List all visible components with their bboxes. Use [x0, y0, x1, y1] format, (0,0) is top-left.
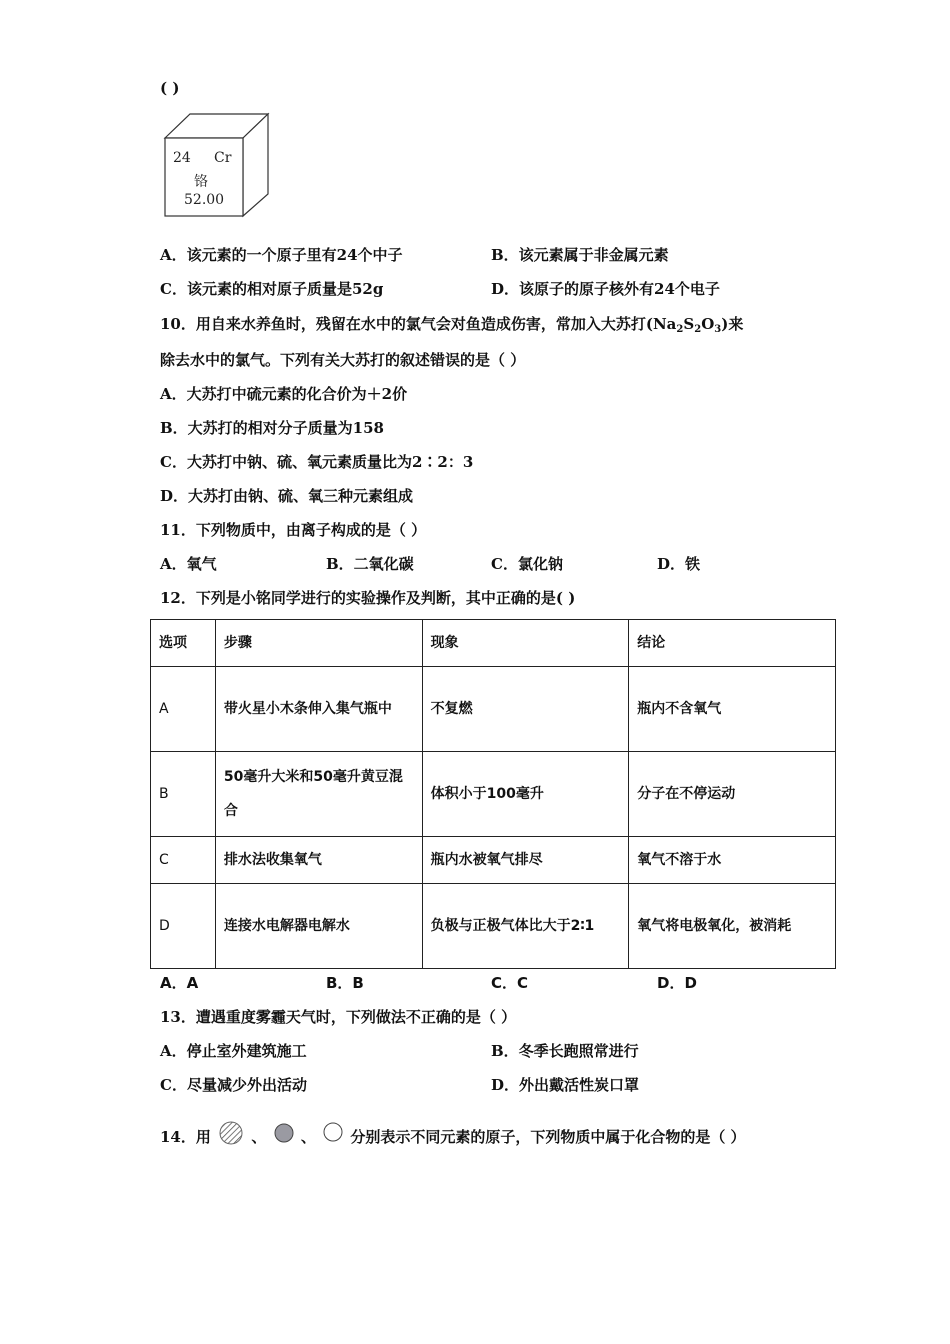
element-symbol: Cr: [214, 150, 232, 166]
element-atomic-number: 24: [173, 150, 191, 166]
header-conclusion: 结论: [629, 620, 836, 667]
q10-option-b: B．大苏打的相对分子质量为158: [160, 419, 384, 437]
q9-option-b: B．该元素属于非金属元素: [491, 246, 669, 264]
row-step: 连接水电解器电解水: [215, 884, 422, 969]
q13-stem: 13．遭遇重度雾霾天气时，下列做法不正确的是（ ）: [160, 1008, 517, 1026]
q12-stem: 12．下列是小铭同学进行的实验操作及判断，其中正确的是( ): [160, 589, 576, 607]
q9-option-c: C．该元素的相对原子质量是52g: [160, 280, 384, 298]
q12-experiment-table: [150, 619, 836, 969]
q10-option-c: C．大苏打中钠、硫、氧元素质量比为2∶2：3: [160, 453, 474, 471]
q12-option-c: C．C: [491, 974, 529, 992]
white-atom-icon: [321, 1122, 345, 1146]
header-phenomenon: 现象: [422, 620, 629, 667]
q11-option-b: B．二氧化碳: [326, 555, 414, 573]
q13-option-d: D．外出戴活性炭口罩: [491, 1076, 640, 1094]
q13-option-b: B．冬季长跑照常进行: [491, 1042, 639, 1060]
q14-prefix: 14．用: [160, 1128, 211, 1146]
element-name: 铬: [194, 174, 208, 190]
row-conclusion: 分子在不停运动: [629, 752, 836, 837]
q10-option-d: D．大苏打由钠、硫、氧三种元素组成: [160, 487, 414, 505]
row-step: 排水法收集氧气: [215, 837, 422, 884]
q13-option-c: C．尽量减少外出活动: [160, 1076, 307, 1094]
q10-stem-line1: 10．用自来水养鱼时，残留在水中的氯气会对鱼造成伤害，常加入大苏打$(Na_2S_2O_3)$来: [160, 315, 744, 335]
q14-separator: 、: [251, 1128, 267, 1146]
header-step: 步骤: [215, 620, 422, 667]
row-phenomenon: 体积小于100毫升: [422, 752, 629, 837]
q12-option-b: B．B: [326, 974, 364, 992]
element-card: [160, 112, 272, 218]
gray-atom-icon: [272, 1122, 296, 1146]
q11-option-a: A．氧气: [160, 555, 217, 573]
row-conclusion: 瓶内不含氧气: [629, 667, 836, 752]
q11-option-c: C．氯化钠: [491, 555, 563, 573]
table-row: [151, 884, 836, 969]
q14-suffix: 分别表示不同元素的原子，下列物质中属于化合物的是（ ）: [350, 1128, 746, 1146]
q12-option-a: A．A: [160, 974, 199, 992]
q9-option-a: A．该元素的一个原子里有24个中子: [160, 246, 403, 264]
q10-stem-line2: 除去水中的氯气。下列有关大苏打的叙述错误的是（ ）: [160, 351, 526, 369]
row-step: 带火星小木条伸入集气瓶中: [215, 667, 422, 752]
q14-separator: 、: [300, 1128, 316, 1146]
row-step: 50毫升大米和50毫升黄豆混合: [215, 752, 422, 837]
row-phenomenon: 瓶内水被氧气排尽: [422, 837, 629, 884]
row-option: D: [151, 884, 216, 969]
table-row: [151, 837, 836, 884]
q11-stem: 11．下列物质中，由离子构成的是（ ）: [160, 521, 427, 539]
q12-option-d: D．D: [657, 974, 697, 992]
row-option: C: [151, 837, 216, 884]
hatched-atom-icon: [216, 1121, 246, 1147]
element-mass: 52.00: [184, 192, 225, 208]
row-phenomenon: 负极与正极气体比大于2∶1: [422, 884, 629, 969]
row-option: A: [151, 667, 216, 752]
q10-option-a: A．大苏打中硫元素的化合价为＋2价: [160, 385, 408, 403]
q9-answer-blank: ( ): [160, 79, 180, 97]
q13-option-a: A．停止室外建筑施工: [160, 1042, 307, 1060]
table-row: [151, 667, 836, 752]
q9-option-d: D．该原子的原子核外有24个电子: [491, 280, 720, 298]
row-phenomenon: 不复燃: [422, 667, 629, 752]
q11-option-d: D．铁: [657, 555, 701, 573]
q14-stem: [160, 1121, 746, 1147]
table-header-row: [151, 620, 836, 667]
table-row: [151, 752, 836, 837]
header-option: 选项: [151, 620, 216, 667]
row-option: B: [151, 752, 216, 837]
row-conclusion: 氧气不溶于水: [629, 837, 836, 884]
row-conclusion: 氧气将电极氧化，被消耗: [629, 884, 836, 969]
